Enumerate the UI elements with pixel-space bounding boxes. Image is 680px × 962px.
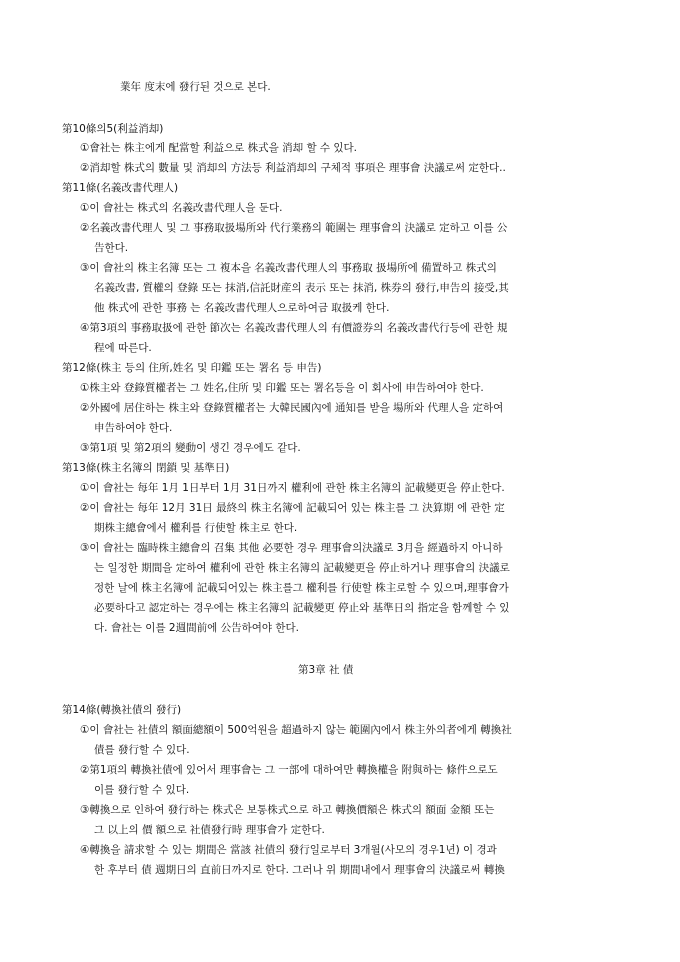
article-10-5-title: 第10條의5(利益消却) (62, 123, 164, 135)
article-11-para-4-line-1: ④第3項의 事務取扱에 관한 節次는 名義改書代理人의 有價證券의 名義改書代行등에 관한 規 (80, 322, 508, 334)
article-13-para-2-line-2: 期株主總會에서 權利를 行使할 株主로 한다. (94, 522, 298, 534)
article-12-para-2-line-2: 申告하여야 한다. (94, 422, 173, 434)
article-13-para-3-line-5: 다. 會社는 이를 2週間前에 公告하여야 한다. (94, 622, 299, 634)
article-11-para-3-line-2: 名義改書, 質權의 登錄 또는 抹消,信託財産의 表示 또는 抹消, 株券의 發行,申告의 接受,其 (94, 282, 509, 294)
article-14-para-4-line-1: ④轉換을 請求할 수 있는 期間은 當該 社債의 發行일로부터 3개월(사모의 경우1년) 이 경과 (80, 844, 497, 856)
article-13-para-3-line-4: 必要하다고 認定하는 경우에는 株主名簿의 記載變更 停止와 基準日의 指定을 함께할 수 있 (94, 602, 510, 614)
article-11-para-1: ①이 會社는 株式의 名義改書代理人을 둔다. (80, 202, 283, 214)
article-13-para-3-line-1: ③이 會社는 臨時株主總會의 召集 其他 必要한 경우 理事會의決議로 3月을 經過하지 아니하 (80, 542, 503, 554)
article-10-5-para-2: ②消却할 株式의 數量 및 消却의 方法등 利益消却의 구체적 事項은 理事會 決議로써 定한다.. (80, 162, 506, 174)
article-13-para-1: ①이 會社는 每年 1月 1日부터 1月 31日까지 權利에 관한 株主名簿의 記載變更을 停止한다. (80, 482, 505, 494)
article-11-para-3-line-3: 他 株式에 관한 事務 는 名義改書代理人으로하여금 取扱케 한다. (94, 302, 390, 314)
article-13-para-3-line-3: 정한 날에 株主名簿에 記載되어있는 株主를그 權利를 行使할 株主로할 수 있으며,理事會가 (94, 582, 509, 594)
article-11-para-2-line-2: 告한다. (94, 242, 129, 254)
article-12-para-2-line-1: ②外國에 居住하는 株主와 登錄質權者는 大韓民國內에 通知를 받을 場所와 代理人을 定하여 (80, 402, 504, 414)
article-11-para-3-line-1: ③이 會社의 株主名簿 또는 그 複本을 名義改書代理人의 事務取 扱場所에 備置하고 株式의 (80, 262, 497, 274)
article-12-title: 第12條(株主 등의 住所,姓名 및 印鑑 또는 署名 등 申告) (62, 362, 322, 374)
article-12-para-3: ③第1項 및 第2項의 變動이 생긴 경우에도 같다. (80, 442, 301, 454)
article-10-5-para-1: ①會社는 株主에게 配當할 利益으로 株式을 消却 할 수 있다. (80, 142, 358, 154)
article-11-title: 第11條(名義改書代理人) (62, 182, 179, 194)
intro-line: 業年 度末에 發行된 것으로 본다. (120, 81, 271, 93)
article-14-para-2-line-2: 이를 發行할 수 있다. (94, 784, 190, 796)
article-14-para-4-line-2: 한 후부터 債 週期日의 直前日까지로 한다. 그러나 위 期間내에서 理事會의 決議로써 轉換 (94, 864, 505, 876)
article-13-para-2-line-1: ②이 會社는 每年 12月 31日 最終의 株主名簿에 記載되어 있는 株主를 그 決算期 에 관한 定 (80, 502, 505, 514)
article-14-para-3-line-2: 그 以上의 價 額으로 社債發行時 理事會가 定한다. (94, 824, 325, 836)
article-12-para-1: ①株主와 登錄質權者는 그 姓名,住所 및 印鑑 또는 署名등을 이 회사에 申告하여야 한다. (80, 382, 484, 394)
article-13-title: 第13條(株主名簿의 閉鎖 및 基準日) (62, 462, 230, 474)
article-13-para-3-line-2: 는 일정한 期間을 定하여 權利에 관한 株主名簿의 記載變更을 停止하거나 理事會의 決議로 (94, 562, 510, 574)
article-14-para-1-line-1: ①이 會社는 社債의 額面總額이 500억원을 超過하지 않는 範圍內에서 株主外의者에게 轉換社 (80, 724, 512, 736)
article-14-para-1-line-2: 債를 發行할 수 있다. (94, 744, 190, 756)
chapter-3-heading: 第3章 社 債 (298, 664, 354, 676)
article-14-para-3-line-1: ③轉換으로 인하여 發行하는 株式은 보통株式으로 하고 轉換價額은 株式의 額面 金額 또는 (80, 804, 495, 816)
article-14-para-2-line-1: ②第1項의 轉換社債에 있어서 理事會는 그 一部에 대하여만 轉換權을 附與하는 條件으로도 (80, 764, 498, 776)
article-11-para-2-line-1: ②名義改書代理人 및 그 事務取扱場所와 代行業務의 範圍는 理事會의 決議로 定하고 이를 公 (80, 222, 508, 234)
article-14-title: 第14條(轉換社債의 發行) (62, 704, 182, 716)
article-11-para-4-line-2: 程에 따른다. (94, 342, 152, 354)
